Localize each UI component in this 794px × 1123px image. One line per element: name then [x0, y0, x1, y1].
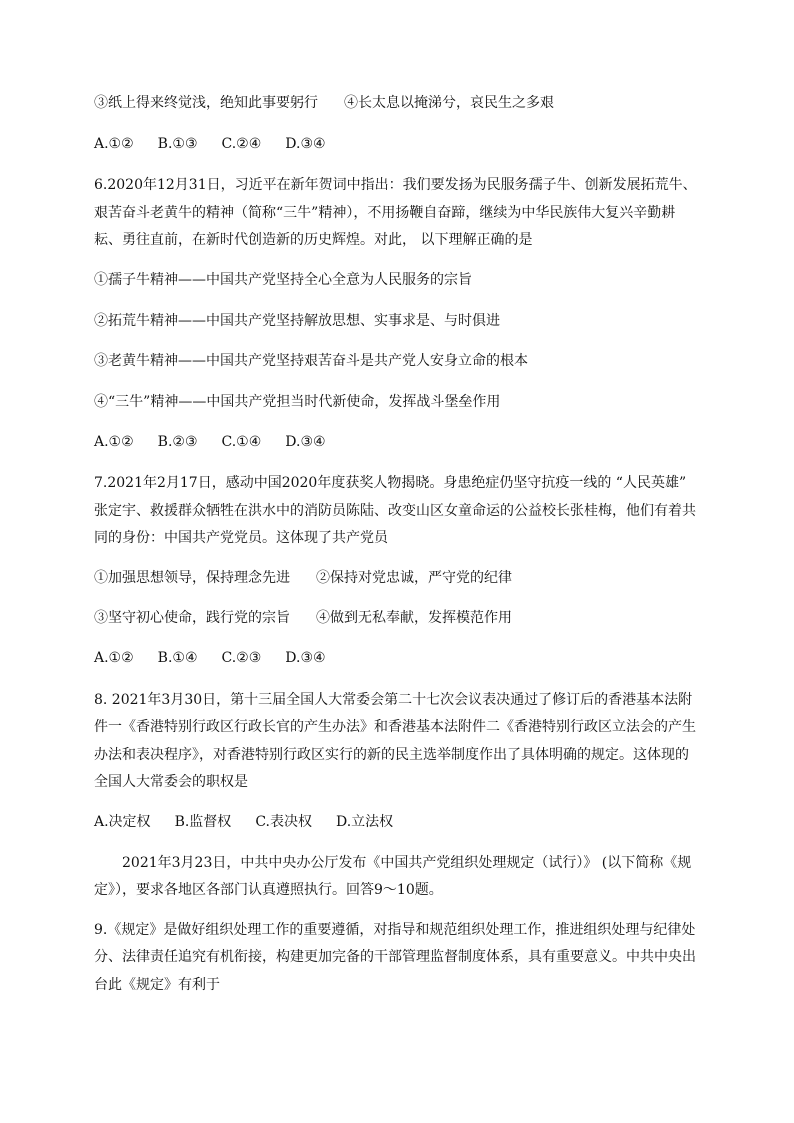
- q7-options-row-1: [94, 568, 512, 588]
- q5-answer-d: D.③④: [285, 136, 326, 152]
- q5-answers: [94, 134, 326, 154]
- q6-answer-c: C.①④: [221, 434, 262, 450]
- q5-option-3: ③纸上得来终觉浅，绝知此事要躬行: [94, 95, 318, 111]
- intro-line-1: 2021年3月23日，中共中央办公厅发布《中国共产党组织处理规定（试行）》 (以下简称《规: [122, 855, 692, 871]
- q7-stem-line-2: 张定宇、救援群众牺牲在洪水中的消防员陈陆、改变山区女童命运的公益校长张桂梅，他们有着共: [94, 503, 696, 519]
- q8-answers: [94, 812, 393, 832]
- q5-answer-c: C.②④: [221, 136, 262, 152]
- q6-option-3: ③老黄牛精神——中国共产党坚持艰苦奋斗是共产党人安身立命的根本: [94, 353, 528, 369]
- q6-answer-b: B.②③: [157, 434, 198, 450]
- q6-option-1: ①孺子牛精神——中国共产党坚持全心全意为人民服务的宗旨: [94, 272, 472, 288]
- q9-stem-line-3: 台此《规定》有利于: [94, 977, 220, 993]
- q7-answer-a: A.①②: [94, 650, 134, 666]
- q5-answer-b: B.①③: [157, 136, 198, 152]
- q8-answer-d: D.立法权: [335, 814, 394, 830]
- q6-stem-line-2: 艰苦奋斗老黄牛的精神（简称“三牛”精神），不用扬鞭自奋蹄，继续为中华民族伟大复兴辛勤耕: [94, 205, 676, 221]
- q7-option-4: ④做到无私奉献，发挥模范作用: [316, 610, 512, 626]
- q6-stem-line-1: 6.2020年12月31日，习近平在新年贺词中指出：我们要发扬为民服务孺子牛、创新发展拓荒牛、: [94, 177, 697, 193]
- q8-stem-line-4: 全国人大常委会的职权是: [94, 774, 248, 790]
- q6-option-4: ④“三牛”精神——中国共产党担当时代新使命，发挥战斗堡垒作用: [94, 394, 501, 410]
- q5-answer-a: A.①②: [94, 136, 134, 152]
- q7-stem-line-3: 同的身份：中国共产党党员。这体现了共产党员: [94, 530, 388, 546]
- q9-stem-line-2: 分、法律责任追究有机衔接，构建更加完备的干部管理监督制度体系，具有重要意义。中共中央出: [94, 949, 696, 965]
- q6-stem-line-3: 耘、勇往直前，在新时代创造新的历史辉煌。对此， 以下理解正确的是: [94, 232, 533, 248]
- q7-option-2: ②保持对党忠诚，严守党的纪律: [316, 570, 512, 586]
- q9-stem-line-1: 9.《规定》是做好组织处理工作的重要遵循，对指导和规范组织处理工作，推进组织处理与纪律处: [94, 922, 696, 938]
- q8-answer-a: A.决定权: [94, 814, 151, 830]
- q7-option-1: ①加强思想领导，保持理念先进: [94, 570, 290, 586]
- q8-answer-c: C.表决权: [255, 814, 312, 830]
- q5-option-4: ④长太息以掩涕兮，哀民生之多艰: [344, 95, 554, 111]
- q7-answer-d: D.③④: [285, 650, 326, 666]
- q7-answer-c: C.②③: [221, 650, 262, 666]
- q8-stem-line-3: 办法和表决程序》，对香港特别行政区实行的新的民主选举制度作出了具体明确的规定。这体现的: [94, 747, 689, 763]
- intro-line-2: 定》），要求各地区各部门认真遵照执行。回答9～10题。: [94, 882, 443, 898]
- q6-answers: [94, 432, 326, 452]
- q5-options-row-2: [94, 93, 554, 113]
- q6-answer-d: D.③④: [285, 434, 326, 450]
- q8-answer-b: B.监督权: [174, 814, 232, 830]
- q7-option-3: ③坚守初心使命，践行党的宗旨: [94, 610, 290, 626]
- q7-stem-line-1: 7.2021年2月17日，感动中国2020年度获奖人物揭晓。身患绝症仍坚守抗疫一线的 “人民英雄”: [94, 475, 687, 491]
- q8-stem-line-2: 件一《香港特别行政区行政长官的产生办法》和香港基本法附件二《香港特别行政区立法会的产生: [94, 719, 696, 735]
- q6-option-2: ②拓荒牛精神——中国共产党坚持解放思想、实事求是、与时俱进: [94, 313, 500, 329]
- q7-answer-b: B.①④: [157, 650, 198, 666]
- q8-stem-line-1: 8. 2021年3月30日，第十三届全国人大常委会第二十七次会议表决通过了修订后的香港基本法附: [94, 692, 693, 708]
- q6-answer-a: A.①②: [94, 434, 134, 450]
- q7-options-row-2: [94, 608, 512, 628]
- q7-answers: [94, 648, 326, 668]
